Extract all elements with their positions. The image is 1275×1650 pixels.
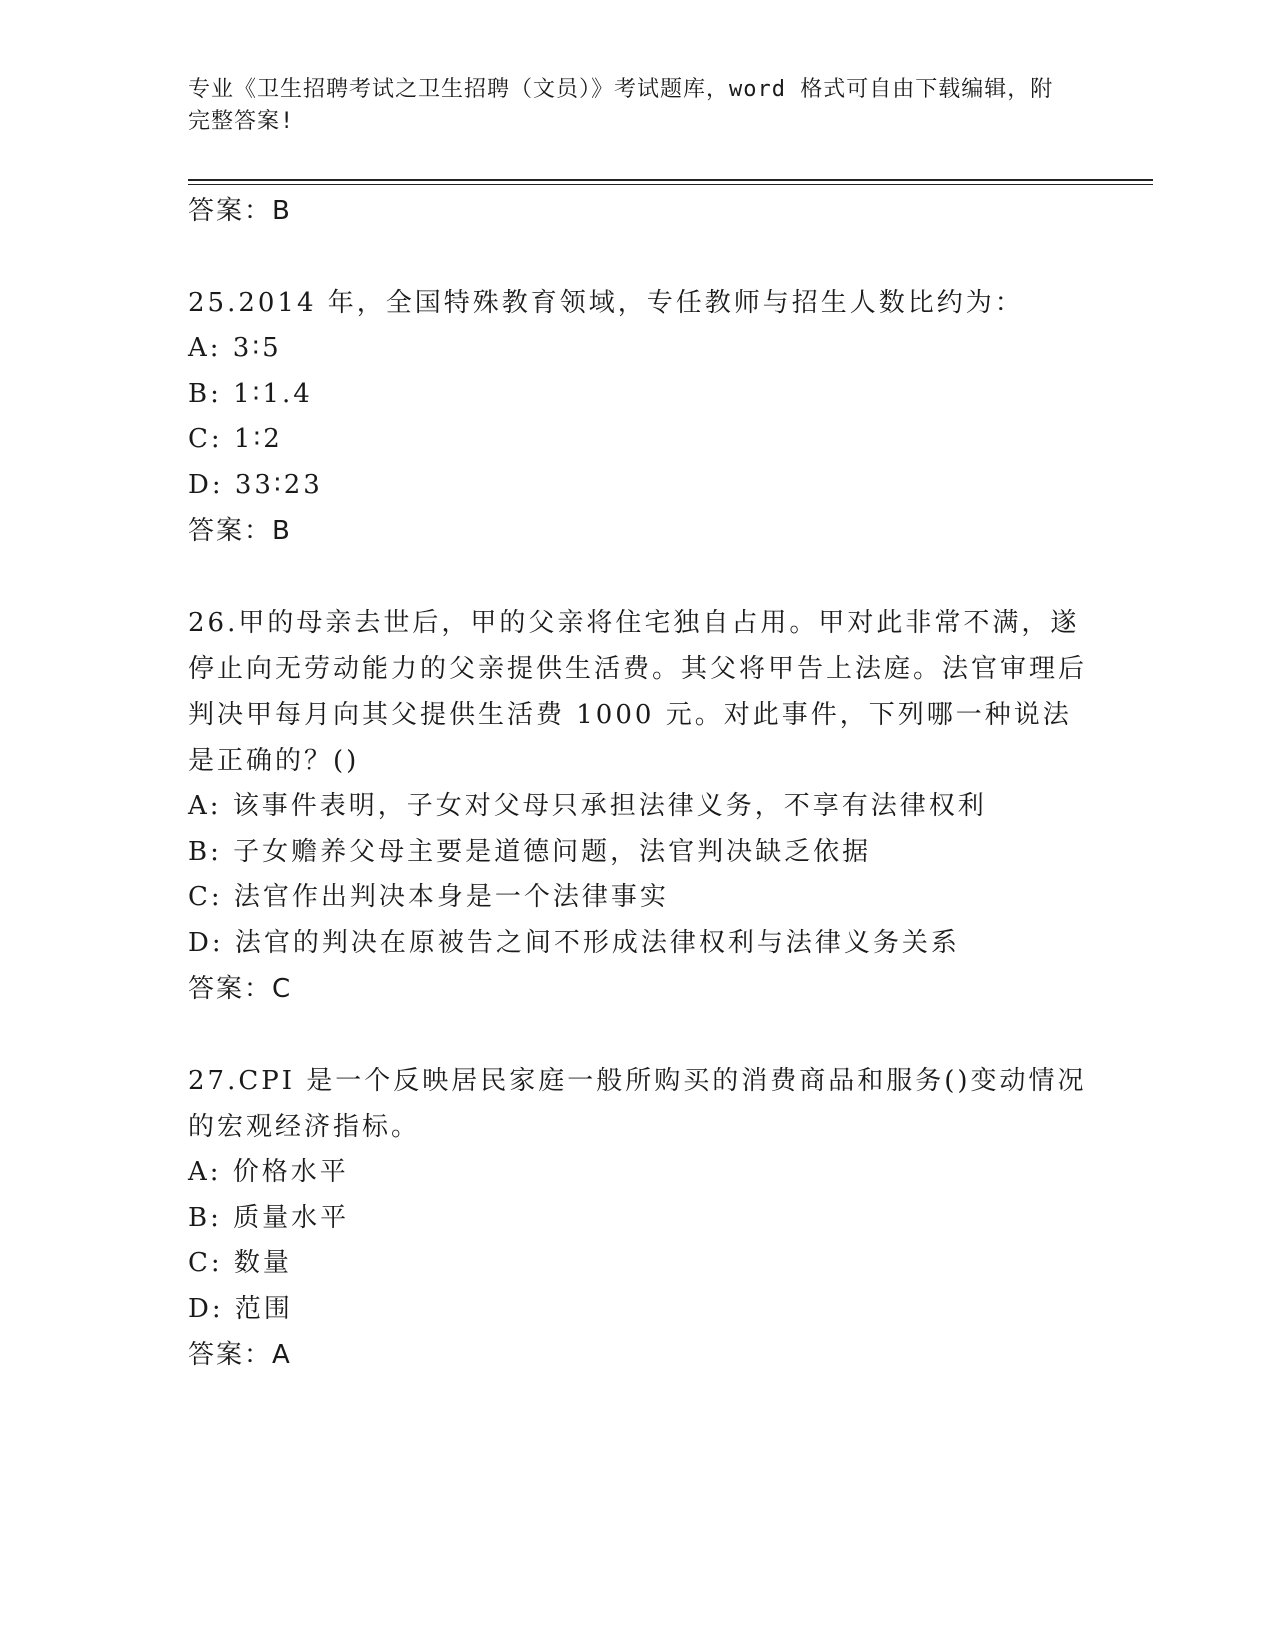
spacer — [188, 554, 1088, 600]
spacer — [188, 1012, 1088, 1058]
option-c: C: 1∶2 — [188, 424, 283, 454]
option-a: A: 价格水平 — [188, 1157, 349, 1187]
option-b: B: 1∶1.4 — [188, 378, 313, 409]
option-c: C: 法官作出判决本身是一个法律事实 — [188, 882, 669, 912]
option-d: D: 法官的判决在原被告之间不形成法律权利与法律义务关系 — [188, 927, 960, 958]
question-stem: 25.2014 年，全国特殊教育领域，专任教师与招生人数比约为： — [188, 288, 1024, 318]
answer-line: 答案：B — [188, 516, 292, 546]
question-26 — [188, 600, 1088, 1012]
option-a: A: 该事件表明，子女对父母只承担法律义务，不享有法律权利 — [188, 791, 987, 821]
header-rule-thick — [188, 179, 1153, 181]
answer-line: 答案：A — [188, 1340, 292, 1370]
option-d: D: 33∶23 — [188, 469, 323, 500]
document-body — [188, 188, 1088, 1378]
option-b: B: 子女赡养父母主要是道德问题，法官判决缺乏依据 — [188, 836, 872, 867]
page-header: 专业《卫生招聘考试之卫生招聘（文员）》考试题库，word 格式可自由下载编辑，附完整答案! — [188, 77, 1054, 134]
option-a: A: 3∶5 — [188, 333, 282, 363]
question-stem: 26.甲的母亲去世后，甲的父亲将住宅独自占用。甲对此非常不满，遂停止向无劳动能力的父亲提供生活费。其父将甲告上法庭。法官审理后判决甲每月向其父提供生活费 1000 元。对此事件，下列哪一种说法是正确的？() — [188, 608, 1088, 776]
question-stem: 27.CPI 是一个反映居民家庭一般所购买的消费商品和服务()变动情况的宏观经济指标。 — [188, 1066, 1087, 1142]
answer-line: 答案：B — [188, 196, 292, 226]
option-b: B: 质量水平 — [188, 1202, 350, 1233]
header-rule-thin — [188, 184, 1153, 185]
question-25 — [188, 280, 1088, 554]
spacer — [188, 234, 1088, 280]
option-d: D: 范围 — [188, 1293, 293, 1324]
answer-line: 答案：C — [188, 974, 293, 1004]
option-c: C: 数量 — [188, 1248, 292, 1278]
question-27 — [188, 1058, 1088, 1378]
